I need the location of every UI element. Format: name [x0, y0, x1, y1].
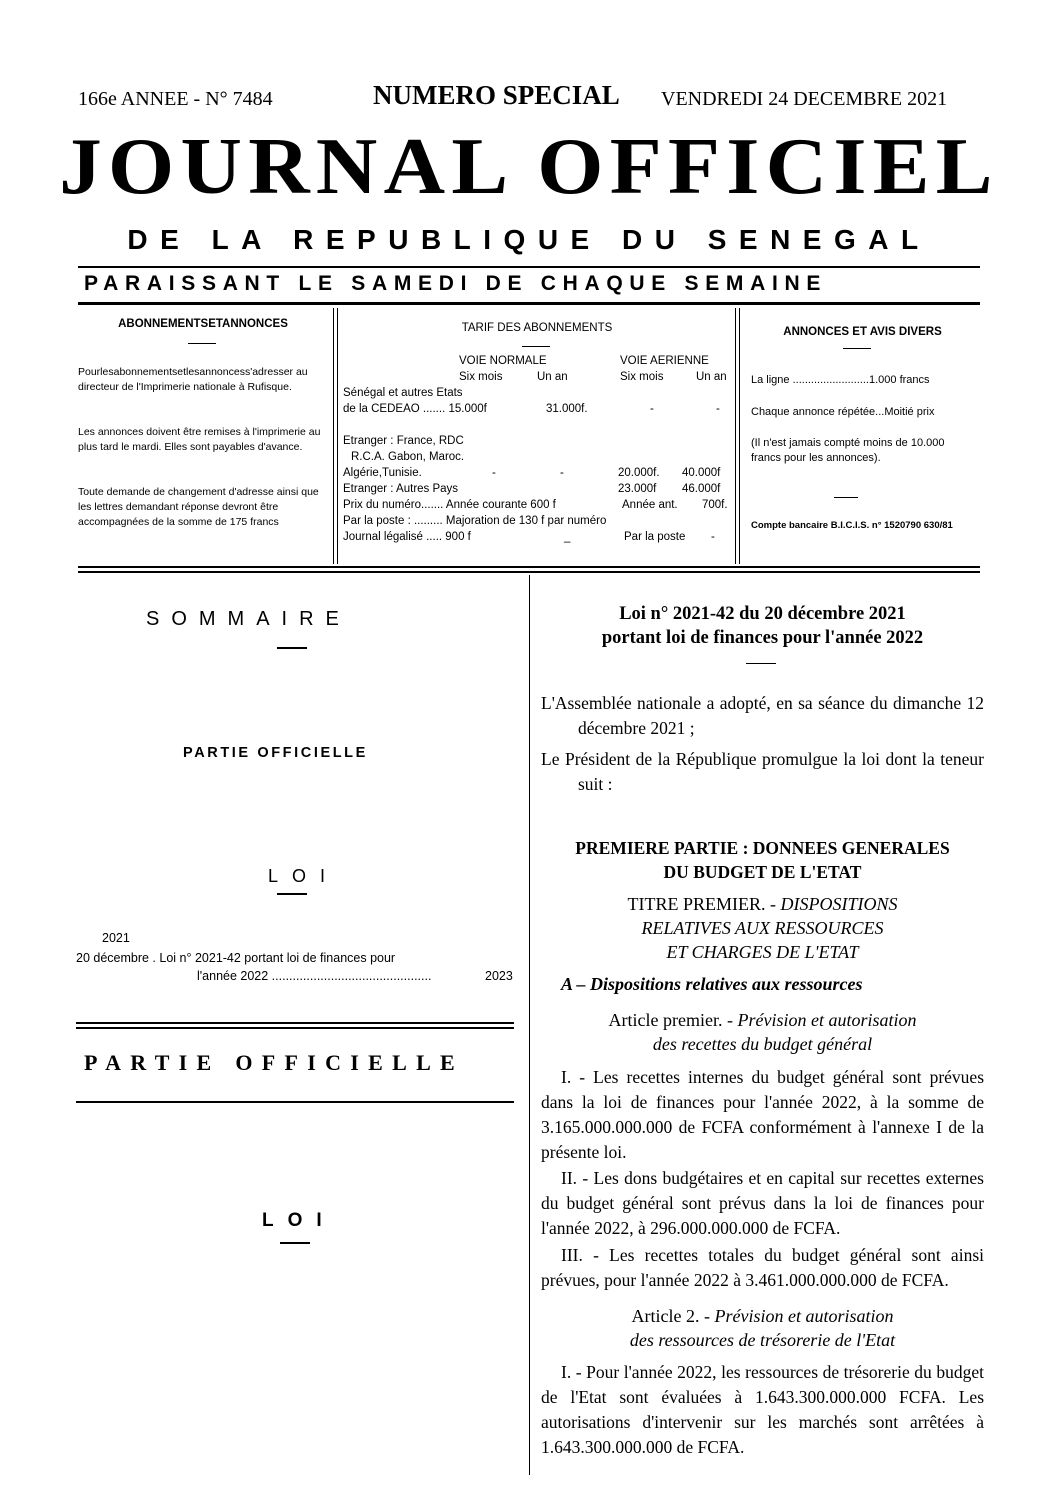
tarif-row-cedeao: de la CEDEAO ....... 15.000f	[343, 403, 487, 415]
tarif-six-mois-2: Six mois	[620, 371, 664, 383]
header-rule-bottom	[78, 302, 980, 305]
journal-subtitle: DE LA REPUBLIQUE DU SENEGAL	[127, 224, 931, 255]
tarif-annee-ant-prix: 700f.	[702, 499, 728, 511]
annonces-title: ANNONCES ET AVIS DIVERS	[783, 326, 942, 338]
premiere-partie-heading	[541, 836, 984, 884]
premiere-partie-line1: PREMIERE PARTIE : DONNEES GENERALES	[575, 838, 950, 858]
tarif-row-etranger: Etranger : France, RDC	[343, 435, 464, 447]
article-2-heading	[541, 1304, 984, 1352]
annonces-note: (Il n'est jamais compté moins de 10.000 francs pour les annonces).	[751, 437, 945, 464]
tarif-cedeao-un-an: 31.000f.	[546, 403, 588, 415]
tarif-row-prix-numero: Prix du numéro....... Année courante 600 f	[343, 499, 556, 511]
tarif-six-mois-1: Six mois	[459, 371, 503, 383]
tagline: PARAISSANT LE SAMEDI DE CHAQUE SEMAINE	[84, 272, 828, 295]
article-premier-lead: Article premier. -	[608, 1010, 738, 1030]
partie-rule-b	[76, 1027, 514, 1029]
paragraph-III: III. - Les recettes totales du budget général sont ainsi prévues, pour l'année 2022 à 3.461.000.000.000 de FCFA.	[541, 1245, 984, 1290]
article-2-lead: Article 2. -	[631, 1306, 715, 1326]
abonnements-p1: Pourlesabonnementsetlesannoncess'adresser au directeur de l'Imprimerie nationale à Rufisque.	[78, 366, 308, 393]
tarif-voie-aerienne: VOIE AERIENNE	[620, 355, 709, 367]
sommaire-partie-officielle: PARTIE OFFICIELLE	[183, 745, 368, 761]
tarif-algerie-dash2: -	[560, 467, 564, 479]
abonnements-p3: Toute demande de changement d'adresse ainsi que les lettres demandant réponse devront être accompagnées de la somme de 175 francs	[78, 486, 319, 528]
tarif-row-rca: R.C.A. Gabon, Maroc.	[351, 451, 465, 463]
paragraph-president: Le Président de la République promulgue la loi dont la teneur suit :	[541, 749, 984, 794]
abonnements-dash	[188, 343, 216, 344]
tarif-algerie-dash1: -	[492, 467, 496, 479]
tarif-autres-6: 23.000f	[618, 483, 657, 495]
tarif-autres-12: 46.000f	[682, 483, 721, 495]
sommaire-title: SOMMAIRE	[146, 608, 351, 630]
journal-title: JOURNAL OFFICIEL	[59, 121, 999, 211]
tarif-legalise-poste: Par la poste	[624, 531, 686, 543]
tarif-algerie-12: 40.000f	[682, 467, 721, 479]
sommaire-year: 2021	[102, 931, 130, 945]
tarif-row-autres: Etranger : Autres Pays	[343, 483, 459, 495]
article-2-line2: des ressources de trésorerie de l'Etat	[629, 1330, 896, 1350]
paragraph-I: I. - Les recettes internes du budget général sont prévues dans la loi de finances pour l'année 2022, à la somme de 3.165.000.000.000 de FCFA conformément à l'annexe I de la présente loi.	[541, 1067, 984, 1162]
article-premier-heading	[541, 1008, 984, 1056]
loi-title-line2: portant loi de finances pour l'année 2022	[601, 628, 924, 648]
sommaire-dash	[277, 647, 307, 649]
boxes-rule-b	[78, 571, 980, 573]
partie-rule-a	[76, 1022, 514, 1024]
loi-heading-dash	[280, 1242, 310, 1244]
loi-title	[541, 602, 984, 650]
tarif-dash	[522, 346, 550, 347]
tarif-voie-normale: VOIE NORMALE	[459, 355, 547, 367]
tarif-legalise-poste-dash: -	[711, 531, 715, 543]
annonces-repetee: Chaque annonce répétée...Moitié prix	[751, 406, 935, 418]
paragraph-II: II. - Les dons budgétaires et en capital sur recettes externes du budget général sont prévus dans la loi de finances pour l'année 2022, à 296.000.000.000 de FCFA.	[541, 1168, 984, 1238]
special-issue-label: NUMERO SPECIAL	[373, 80, 620, 110]
annonces-dash	[843, 348, 871, 349]
tarif-algerie-6: 20.000f.	[618, 467, 660, 479]
sommaire-page: 2023	[485, 969, 513, 983]
header-rule-top	[78, 266, 980, 268]
loi-heading: LOI	[262, 1210, 336, 1231]
paragraph-article-2-I: I. - Pour l'année 2022, les ressources de trésorerie du budget de l'Etat sont évaluées à 1.643.300.000.000 FCFA. Les autorisations d'intervenir sur les marchés sont arrêtées à 1.643.300.000.000 de FCFA.	[541, 1362, 984, 1457]
abonnements-title: ABONNEMENTSETANNONCES	[118, 318, 288, 330]
tarif-row-legalise: Journal légalisé ..... 900 f	[343, 531, 471, 543]
boxes-rule-a	[78, 566, 980, 568]
tarif-un-an-2: Un an	[696, 371, 727, 383]
box-divider-left-a	[333, 308, 334, 564]
loi-title-line1: Loi n° 2021-42 du 20 décembre 2021	[619, 604, 906, 624]
article-premier-line1: Prévision et autorisation	[737, 1010, 917, 1030]
premiere-partie-line2: DU BUDGET DE L'ETAT	[663, 862, 862, 882]
abonnements-p2: Les annonces doivent être remises à l'imprimerie au plus tard le mardi. Elles sont payables d'avance.	[78, 426, 321, 453]
box-divider-right-b	[739, 308, 740, 564]
issue-number: 166e ANNEE - N° 7484	[78, 88, 273, 110]
partie-rule-c	[76, 1101, 514, 1103]
sommaire-loi-dash	[277, 893, 307, 895]
tarif-annee-ant: Année ant.	[622, 499, 678, 511]
box-divider-left-b	[337, 308, 338, 564]
titre-premier-line2: RELATIVES AUX RESSOURCES	[641, 918, 884, 938]
titre-premier-lead: TITRE PREMIER. -	[627, 894, 781, 914]
titre-premier-heading	[541, 892, 984, 964]
section-a-heading: A – Dispositions relatives aux ressources	[561, 974, 863, 994]
annonces-compte: Compte bancaire B.I.C.I.S. n° 1520790 630/81	[751, 520, 953, 531]
paragraph-assemblee: L'Assemblée nationale a adopté, en sa séance du dimanche 12 décembre 2021 ;	[541, 693, 984, 738]
tarif-cedeao-aerien-6: -	[650, 403, 654, 415]
box-divider-right-a	[735, 308, 736, 564]
annonces-dash-2	[834, 497, 858, 498]
sommaire-entry: 20 décembre . Loi n° 2021-42 portant loi de finances pour	[76, 951, 396, 965]
sommaire-loi: LOI	[268, 866, 340, 886]
tarif-title: TARIF DES ABONNEMENTS	[461, 322, 613, 334]
partie-officielle-heading: PARTIE OFFICIELLE	[84, 1050, 465, 1075]
article-2-line1: Prévision et autorisation	[714, 1306, 894, 1326]
sommaire-entry-2: l'année 2022 ..............................................	[197, 969, 432, 983]
tarif-row-algerie: Algérie,Tunisie.	[343, 467, 422, 479]
annonces-ligne: La ligne .........................1.000 francs	[751, 374, 930, 386]
tarif-legalise-dash: _	[564, 531, 571, 543]
tarif-cedeao-aerien-12: -	[716, 403, 720, 415]
loi-title-dash	[746, 663, 776, 664]
column-divider	[529, 575, 530, 1475]
article-premier-line2: des recettes du budget général	[652, 1034, 873, 1054]
titre-premier-line3: ET CHARGES DE L'ETAT	[666, 942, 859, 962]
titre-premier-line1: DISPOSITIONS	[780, 894, 898, 914]
tarif-row-senegal: Sénégal et autres Etats	[343, 387, 463, 399]
issue-date: VENDREDI 24 DECEMBRE 2021	[661, 88, 948, 110]
tarif-row-poste: Par la poste : ......... Majoration de 130 f par numéro	[343, 515, 607, 527]
tarif-un-an-1: Un an	[537, 371, 568, 383]
